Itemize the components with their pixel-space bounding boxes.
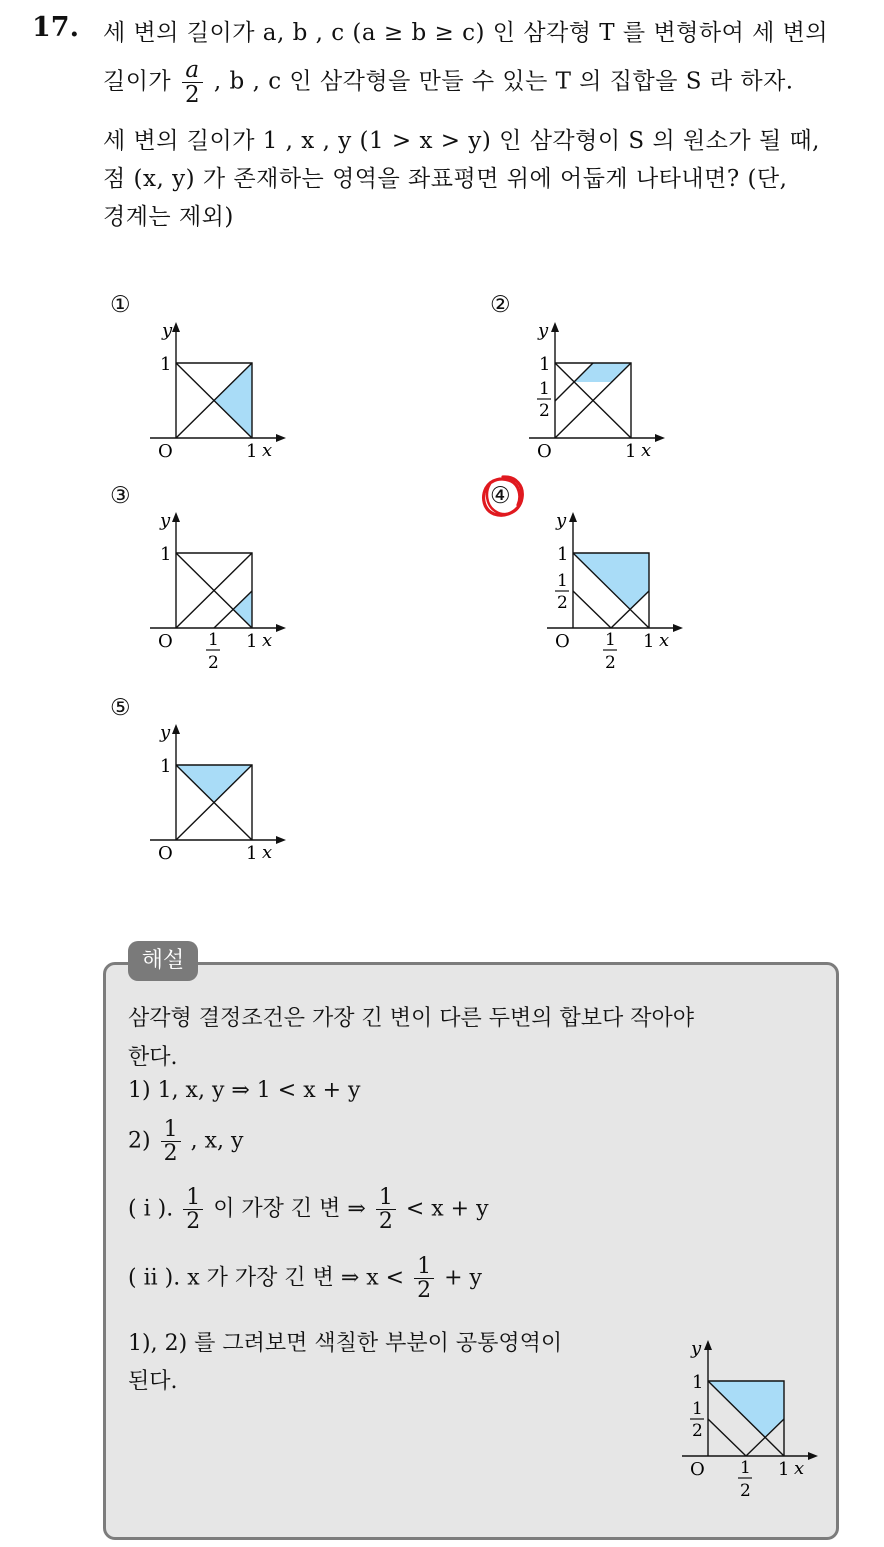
fraction-numerator: a — [182, 58, 203, 83]
half-numerator: 1 — [605, 630, 616, 650]
y-axis-label: y — [538, 320, 549, 341]
question-line-2-pre: 길이가 — [103, 68, 172, 95]
fraction-numerator: 1 — [376, 1186, 396, 1210]
fraction-denominator: 2 — [184, 82, 201, 109]
step-2-prefix: 2) — [128, 1128, 151, 1154]
option-3-graph — [146, 508, 291, 678]
fraction-numerator: 1 — [161, 1118, 181, 1142]
solution-graph — [678, 1336, 823, 1506]
half-numerator: 1 — [208, 630, 219, 650]
y-axis-label: y — [691, 1338, 702, 1359]
half-numerator: 1 — [557, 571, 568, 591]
solution-line-1: 삼각형 결정조건은 가장 긴 변이 다른 두변의 합보다 작아야 — [128, 1006, 694, 1031]
tick-1-label: 1 — [692, 1372, 704, 1393]
question-line-2-post: , b , c 인 삼각형을 만들 수 있는 T 의 집합을 S 라 하자. — [213, 68, 794, 95]
half-denominator: 2 — [208, 653, 219, 673]
question-line-2 — [103, 58, 794, 107]
half-denominator: 2 — [692, 1421, 703, 1441]
x-axis-label: x — [641, 440, 652, 461]
tick-1-label: 1 — [160, 354, 172, 375]
fraction-one-half — [376, 1186, 396, 1233]
case-2-prefix: ( ii ). x 가 가장 긴 변 ⇒ x < — [128, 1265, 405, 1291]
step-2-suffix: , x, y — [190, 1128, 244, 1154]
shaded-region — [214, 363, 252, 438]
fraction-a-over-2 — [182, 58, 203, 107]
fraction-one-half — [183, 1186, 203, 1233]
solution-conclusion-1: 1), 2) 를 그려보면 색칠한 부분이 공통영역이 — [128, 1331, 563, 1356]
half-denominator: 2 — [539, 401, 550, 421]
tick-1-label: 1 — [643, 631, 655, 652]
question-line-5: 경계는 제외) — [103, 204, 234, 230]
option-5-graph — [146, 720, 291, 870]
case-2-suffix: + y — [444, 1265, 482, 1291]
tick-1-label: 1 — [625, 441, 637, 462]
y-axis-label: y — [162, 320, 173, 341]
option-2-graph — [525, 318, 670, 468]
fraction-denominator: 2 — [163, 1141, 178, 1167]
x-axis-label: x — [794, 1458, 805, 1479]
solution-step-1: 1) 1, x, y ⇒ 1 < x + y — [128, 1078, 361, 1103]
y-axis-label: y — [160, 510, 171, 531]
origin-label: O — [555, 631, 570, 652]
tick-1-label: 1 — [246, 631, 258, 652]
option-3-label[interactable]: ③ — [110, 483, 131, 509]
fraction-denominator: 2 — [186, 1209, 201, 1235]
fraction-denominator: 2 — [417, 1278, 432, 1304]
option-5-label[interactable]: ⑤ — [110, 695, 131, 721]
option-2-label[interactable]: ② — [490, 292, 511, 318]
half-numerator: 1 — [740, 1458, 751, 1478]
origin-label: O — [537, 441, 552, 462]
case-1-middle: 이 가장 긴 변 ⇒ — [213, 1196, 366, 1222]
origin-label: O — [158, 843, 173, 864]
option-1-label[interactable]: ① — [110, 292, 131, 318]
case-1-suffix: < x + y — [405, 1196, 489, 1222]
origin-label: O — [158, 441, 173, 462]
solution-line-2: 한다. — [128, 1045, 178, 1070]
option-4-label[interactable]: ④ — [490, 483, 511, 509]
question-line-4: 점 (x, y) 가 존재하는 영역을 좌표평면 위에 어둡게 나타내면? (단, — [103, 166, 788, 192]
half-denominator: 2 — [557, 593, 568, 613]
tick-1-label: 1 — [539, 354, 551, 375]
solution-conclusion-2: 된다. — [128, 1369, 178, 1394]
y-axis-label: y — [160, 722, 171, 743]
question-line-3: 세 변의 길이가 1 , x , y (1 > x > y) 인 삼각형이 S 의 원소가 될 때, — [103, 128, 820, 154]
x-axis-label: x — [262, 440, 273, 461]
x-axis-label: x — [262, 630, 273, 651]
y-axis-label: y — [556, 510, 567, 531]
fraction-numerator: 1 — [183, 1186, 203, 1210]
option-4-graph — [543, 508, 688, 678]
x-axis-label: x — [262, 842, 273, 863]
tick-1-label: 1 — [160, 756, 172, 777]
tick-1-label: 1 — [160, 544, 172, 565]
fraction-denominator: 2 — [378, 1209, 393, 1235]
solution-tag: 해설 — [128, 941, 198, 981]
solution-case-1 — [128, 1186, 489, 1233]
case-1-prefix: ( i ). — [128, 1196, 174, 1222]
fraction-numerator: 1 — [414, 1255, 434, 1279]
question-number: 17. — [32, 12, 79, 43]
tick-1-label: 1 — [246, 441, 258, 462]
solution-case-2 — [128, 1255, 482, 1302]
solution-step-2 — [128, 1118, 243, 1165]
fraction-one-half — [161, 1118, 181, 1165]
half-numerator: 1 — [692, 1399, 703, 1419]
shaded-region — [176, 765, 252, 803]
tick-1-label: 1 — [557, 544, 569, 565]
question-line-1: 세 변의 길이가 a, b , c (a ≥ b ≥ c) 인 삼각형 T 를 변형하여 세 변의 — [103, 20, 829, 46]
shaded-region — [233, 591, 252, 628]
origin-label: O — [158, 631, 173, 652]
x-axis-label: x — [659, 630, 670, 651]
tick-1-label: 1 — [778, 1459, 790, 1480]
half-denominator: 2 — [740, 1481, 751, 1501]
half-numerator: 1 — [539, 379, 550, 399]
fraction-one-half — [414, 1255, 434, 1302]
answer-mark-icon — [478, 472, 528, 522]
tick-1-label: 1 — [246, 843, 258, 864]
origin-label: O — [690, 1459, 705, 1480]
option-1-graph — [146, 318, 291, 468]
half-denominator: 2 — [605, 653, 616, 673]
